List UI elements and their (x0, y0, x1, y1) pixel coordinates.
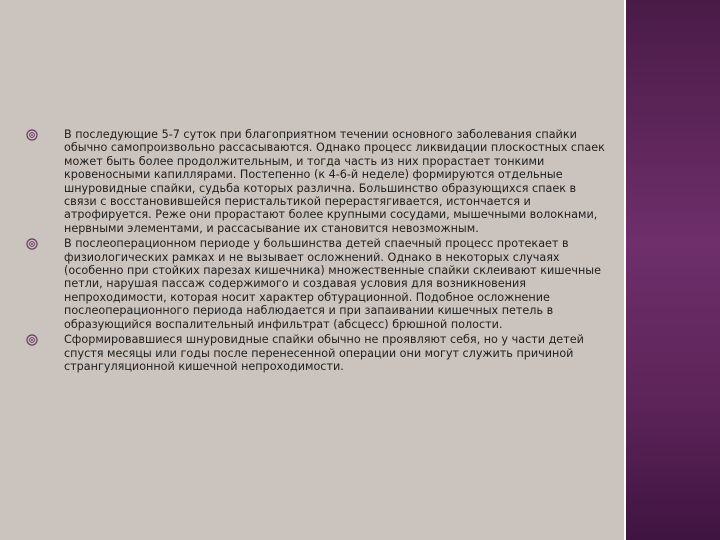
decorative-side-panel (626, 0, 720, 540)
bullet-item (26, 333, 606, 373)
bullet-item (26, 128, 606, 235)
target-bullet-icon (26, 334, 38, 346)
bullet-text: В послеоперационном периоде у большинства детей спаечный процесс протекает в физиологических рамках и не вызывает осложнений. Однако в некоторых случаях (особенно при стойких парезах кишечника) множественные спайки склеивают кишечные петли, нарушая пассаж содержимого и создавая условия для возникновения непроходимости, которая носит характер обтурационной. Подобное осложнение послеоперационного периода наблюдается и при запаивании кишечных петель в образующийся воспалительный инфильтрат (абсцесс) брюшной полости. (64, 237, 601, 331)
target-bullet-icon (26, 238, 38, 250)
target-bullet-icon (26, 129, 38, 141)
slide-content (26, 128, 606, 375)
bullet-item (26, 237, 606, 331)
bullet-text: В последующие 5-7 суток при благоприятном течении основного заболевания спайки обычно самопроизвольно рассасываются. Однако процесс ликвидации плоскостных спаек может быть более продолжительным, и тогда часть из них прорастает тонкими кровеносными капиллярами. Постепенно (к 4-6-й неделе) формируются отдельные шнуровидные спайки, судьба которых различна. Большинство образующихся спаек в связи с восстановившейся перистальтикой перерастягивается, истончается и атрофируется. Реже они прорастают более крупными сосудами, мышечными волокнами, нервными элементами, и рассасывание их становится невозможным. (64, 128, 605, 235)
bullet-text: Сформировавшиеся шнуровидные спайки обычно не проявляют себя, но у части детей спустя месяцы или годы после перенесенной операции они могут служить причиной странгуляционной кишечной непроходимости. (64, 333, 584, 373)
